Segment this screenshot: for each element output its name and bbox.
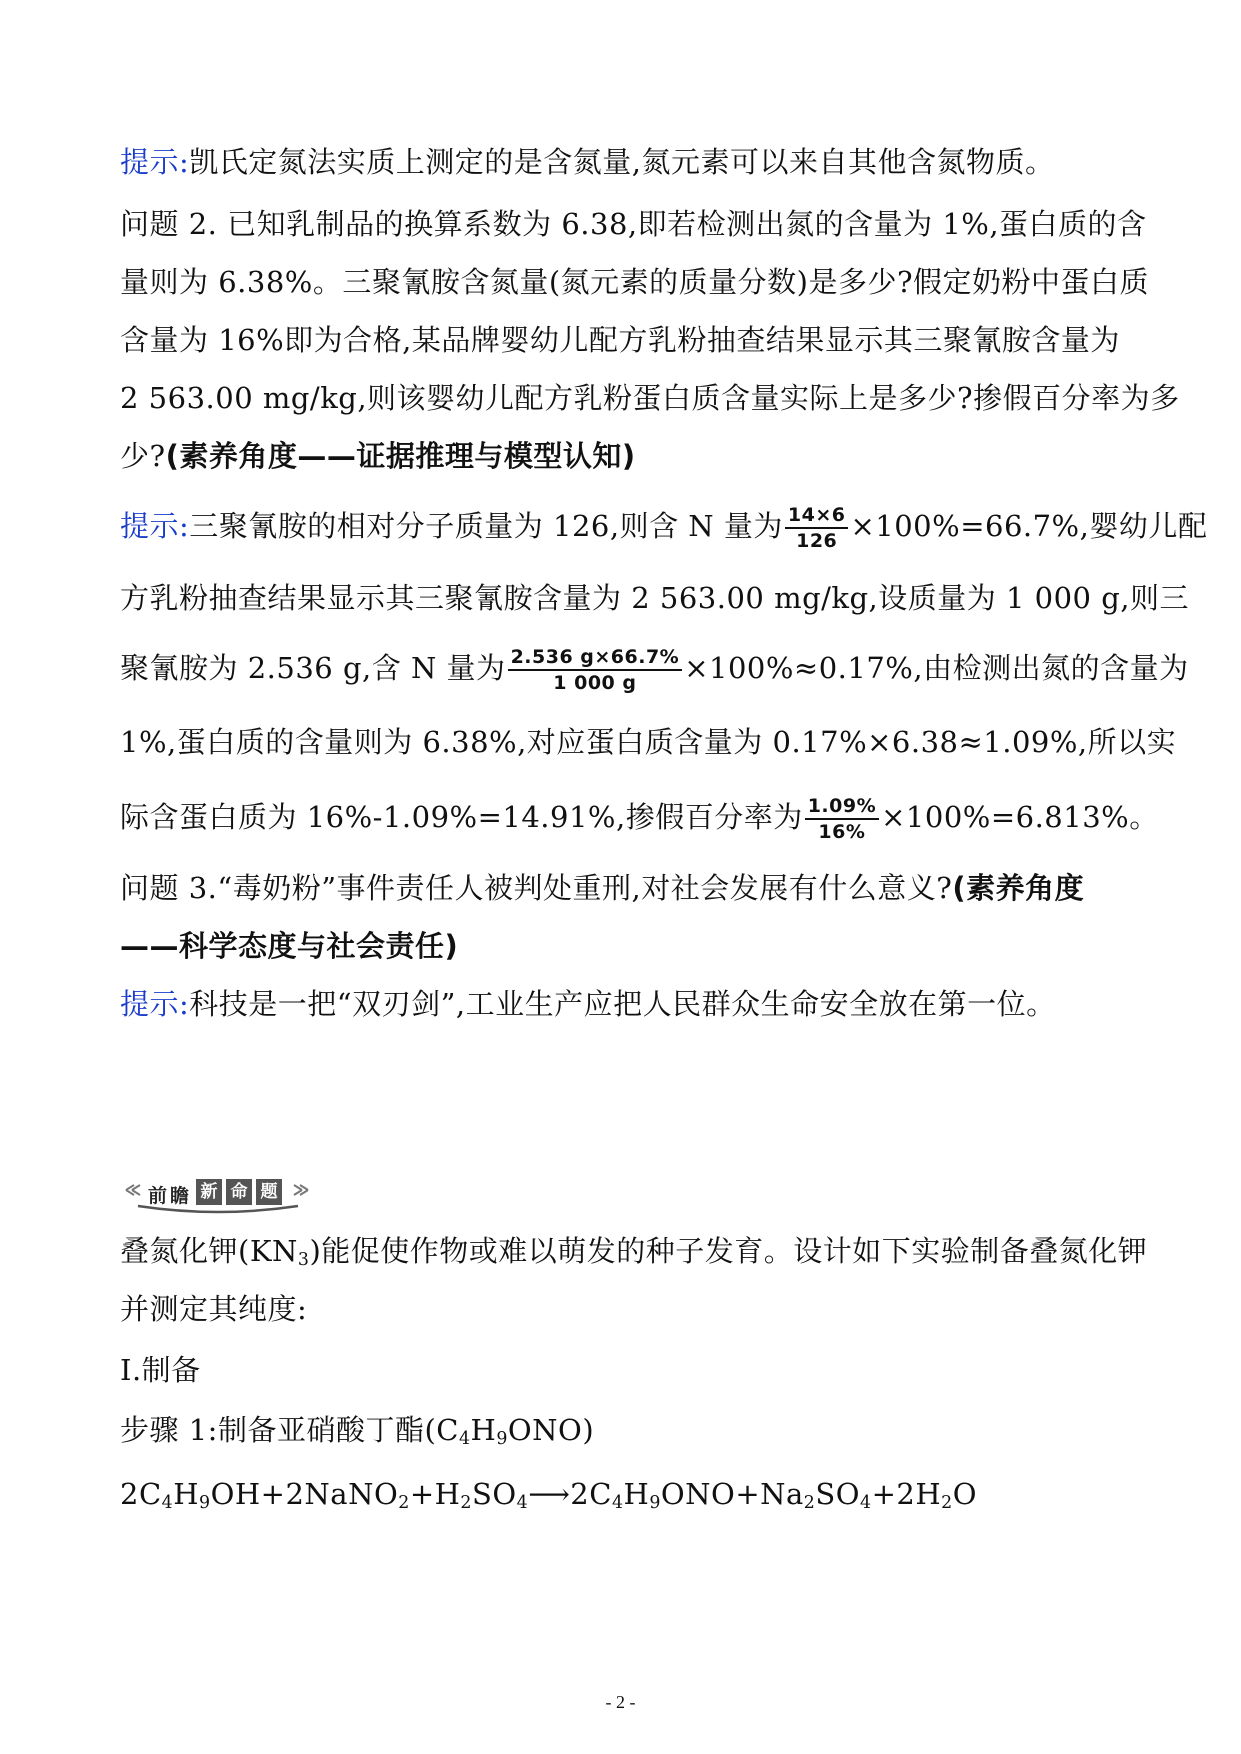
- intro-text-a: 叠氮化钾(KN: [120, 1234, 298, 1268]
- chemical-equation: [120, 1474, 1130, 1514]
- fraction-denominator: 126: [796, 530, 838, 552]
- intro-subscript: 3: [297, 1250, 310, 1270]
- question-2-line-2: 量则为 6.38%。三聚氰胺含氮量(氮元素的质量分数)是多少?假定奶粉中蛋白质: [120, 265, 1150, 299]
- question-2-line-1: 问题 2. 已知乳制品的换算系数为 6.38,即若检测出氮的含量为 1%,蛋白质的含: [120, 207, 1147, 241]
- section-heading-preparation: Ⅰ.制备: [120, 1353, 201, 1387]
- reaction-arrow: ⟶: [528, 1477, 571, 1511]
- hint-label: 提示:: [120, 987, 190, 1021]
- eq-sub: 4: [611, 1493, 624, 1513]
- step-1-b: H: [470, 1413, 497, 1447]
- hint-2-line-5-tail: ×100%=6.813%。: [881, 800, 1159, 834]
- hint-3-text: 科技是一把“双刃剑”,工业生产应把人民群众生命安全放在第一位。: [189, 987, 1056, 1021]
- question-2-line-4: 2 563.00 mg/kg,则该婴幼儿配方乳粉蛋白质含量实际上是多少?掺假百分率为多: [120, 381, 1180, 415]
- hint-1: [120, 142, 1130, 182]
- hint-2-line-1-tail: ×100%=66.7%,婴幼儿配: [850, 509, 1208, 543]
- hint-label: 提示:: [120, 145, 190, 179]
- fraction-numerator: 2.536 g×66.7%: [508, 645, 683, 671]
- intro-line-2: 并测定其纯度:: [120, 1292, 308, 1326]
- banner-char-2: 瞻: [170, 1185, 190, 1207]
- hint-2-line-3: [120, 645, 1189, 695]
- competency-tag-1: (素养角度——证据推理与模型认知): [165, 439, 636, 473]
- eq-part: O: [952, 1477, 977, 1511]
- eq-sub: 9: [199, 1493, 211, 1513]
- question-3-line-1: [120, 868, 1130, 908]
- competency-tag-2-end: ——科学态度与社会责任): [120, 929, 459, 963]
- question-2-line-5: [120, 436, 1130, 476]
- hint-3: [120, 984, 1130, 1024]
- hint-1-text: 凯氏定氮法实质上测定的是含氮量,氮元素可以来自其他含氮物质。: [189, 145, 1055, 179]
- fraction-numerator: 1.09%: [805, 794, 879, 820]
- question-2-line-3: 含量为 16%即为合格,某品牌婴幼儿配方乳粉抽查结果显示其三聚氰胺含量为: [120, 323, 1120, 357]
- hint-2-line-1: [120, 503, 1208, 553]
- eq-part: 2C: [120, 1477, 162, 1511]
- fraction-n-content: [785, 503, 849, 553]
- intro-line-1: [120, 1231, 1148, 1271]
- hint-label: 提示:: [120, 509, 190, 543]
- hint-2-line-1-text: 三聚氰胺的相对分子质量为 126,则含 N 量为: [189, 509, 783, 543]
- step-1-sub-2: 9: [496, 1429, 508, 1449]
- fraction-denominator: 1 000 g: [553, 672, 637, 694]
- eq-part: +H: [409, 1477, 461, 1511]
- banner-char-4: 命: [226, 1179, 252, 1205]
- step-1-a: 步骤 1:制备亚硝酸丁酯(C: [120, 1413, 459, 1447]
- step-1: [120, 1410, 1130, 1450]
- question-3-text: 问题 3.“毒奶粉”事件责任人被判处重刑,对社会发展有什么意义?: [120, 871, 953, 905]
- section-banner: [118, 1172, 318, 1214]
- eq-part: 2C: [570, 1477, 612, 1511]
- eq-part: H: [173, 1477, 200, 1511]
- hint-2-line-3-text: 聚氰胺为 2.536 g,含 N 量为: [120, 651, 506, 685]
- hint-2-line-2: 方乳粉抽查结果显示其三聚氰胺含量为 2 563.00 mg/kg,设质量为 1 000 g,则三: [120, 581, 1190, 615]
- eq-sub: 4: [161, 1493, 174, 1513]
- eq-part: H: [623, 1477, 650, 1511]
- hint-2-line-4: 1%,蛋白质的含量则为 6.38%,对应蛋白质含量为 0.17%×6.38≈1.09%,所以实: [120, 725, 1177, 759]
- fraction-n-percent: [508, 645, 683, 695]
- banner-char-1: 前: [148, 1185, 168, 1207]
- eq-part: +2H: [871, 1477, 942, 1511]
- question-2-line-5-text: 少?: [120, 439, 166, 473]
- eq-sub: 4: [516, 1493, 529, 1513]
- eq-sub: 9: [649, 1493, 661, 1513]
- hint-2-line-3-tail: ×100%≈0.17%,由检测出氮的含量为: [684, 651, 1189, 685]
- fraction-adulteration: [805, 794, 879, 844]
- step-1-sub-1: 4: [458, 1429, 471, 1449]
- eq-part: OH+2NaNO: [210, 1477, 399, 1511]
- banner-char-3: 新: [196, 1179, 222, 1205]
- fraction-denominator: 16%: [818, 821, 866, 843]
- eq-part: SO: [471, 1477, 517, 1511]
- eq-part: ONO+Na: [660, 1477, 804, 1511]
- hint-2-line-5-text: 际含蛋白质为 16%-1.09%=14.91%,掺假百分率为: [120, 800, 803, 834]
- fraction-numerator: 14×6: [785, 503, 849, 529]
- banner-char-5: 题: [256, 1179, 282, 1205]
- page-number: - 2 -: [605, 1692, 636, 1712]
- eq-part: SO: [815, 1477, 861, 1511]
- step-1-c: ONO): [507, 1413, 595, 1447]
- eq-sub: 2: [941, 1493, 953, 1513]
- eq-sub: 4: [860, 1493, 872, 1513]
- eq-sub: 2: [460, 1493, 472, 1513]
- intro-text-b: )能促使作物或难以萌发的种子发育。设计如下实验制备叠氮化钾: [309, 1234, 1148, 1268]
- eq-sub: 2: [398, 1493, 410, 1513]
- competency-tag-2-start: (素养角度: [952, 871, 1085, 905]
- hint-2-line-5: [120, 794, 1159, 844]
- eq-sub: 2: [803, 1493, 816, 1513]
